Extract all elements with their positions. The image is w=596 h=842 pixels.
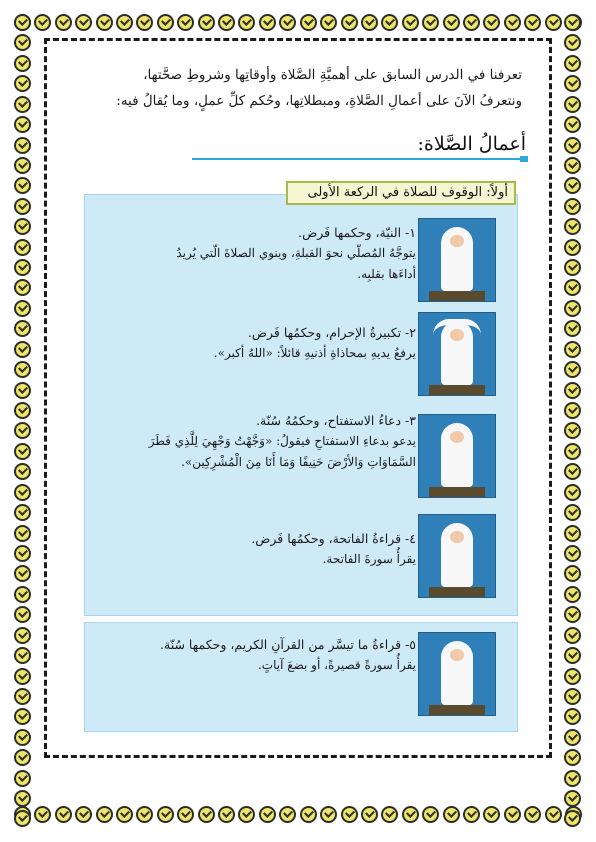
- border-ornament: [75, 14, 92, 31]
- border-ornament: [564, 218, 581, 235]
- border-ornament: [524, 14, 541, 31]
- border-ornament: [177, 806, 194, 823]
- step-line: يتوجَّهُ المُصلّي نحوَ القبلةِ، وينوي الصلاةَ الّتي يُريدُ: [176, 246, 416, 260]
- border-ornament: [14, 463, 31, 480]
- border-ornament: [564, 484, 581, 501]
- border-ornament: [96, 806, 113, 823]
- standing-niyyah-photo: [418, 218, 496, 302]
- border-ornament: [14, 34, 31, 51]
- border-ornament: [34, 806, 51, 823]
- right-border: [564, 14, 586, 828]
- border-ornament: [564, 565, 581, 582]
- left-border: [14, 14, 36, 828]
- takbir-photo: [418, 312, 496, 396]
- border-ornament: [564, 14, 581, 31]
- border-ornament: [564, 361, 581, 378]
- border-ornament: [14, 341, 31, 358]
- border-ornament: [564, 177, 581, 194]
- intro-line: تعرفنا في الدرس السابق على أهميَّةِ الصَّلاة وأوقاتِها وشروطِ صحَّتها،: [143, 67, 522, 83]
- border-ornament: [14, 545, 31, 562]
- heading-underline: [192, 158, 522, 160]
- border-ornament: [483, 14, 500, 31]
- border-ornament: [14, 810, 31, 827]
- border-ornament: [14, 177, 31, 194]
- border-ornament: [14, 320, 31, 337]
- step-title: ١- النيّة، وحكمها فَرض.: [298, 225, 416, 240]
- border-ornament: [564, 157, 581, 174]
- border-ornament: [564, 279, 581, 296]
- bottom-border: [14, 806, 582, 828]
- border-ornament: [279, 806, 296, 823]
- border-ornament: [14, 627, 31, 644]
- border-ornament: [402, 14, 419, 31]
- border-ornament: [564, 668, 581, 685]
- border-ornament: [483, 806, 500, 823]
- border-ornament: [14, 279, 31, 296]
- border-ornament: [116, 14, 133, 31]
- step-title: ٥- قراءةُ ما تيسَّر من القرآنِ الكريم، وحكمها سُنّة.: [160, 637, 416, 652]
- border-ornament: [14, 749, 31, 766]
- intro-paragraph: [82, 62, 522, 114]
- step-4: [126, 528, 416, 570]
- border-ornament: [14, 504, 31, 521]
- border-ornament: [14, 137, 31, 154]
- border-ornament: [157, 806, 174, 823]
- step-title: ٣- دعاءُ الاستفتاح، وحكمُهُ سُنّة.: [256, 413, 416, 428]
- border-ornament: [14, 688, 31, 705]
- step-5: [126, 634, 416, 676]
- border-ornament: [463, 806, 480, 823]
- border-ornament: [564, 770, 581, 787]
- step-line: يقرأُ سورةً قصيرةً، أو بضعَ آياتٍ.: [257, 658, 416, 672]
- border-ornament: [14, 422, 31, 439]
- border-ornament: [463, 14, 480, 31]
- border-ornament: [320, 806, 337, 823]
- border-ornament: [564, 402, 581, 419]
- border-ornament: [55, 14, 72, 31]
- border-ornament: [564, 749, 581, 766]
- border-ornament: [504, 806, 521, 823]
- border-ornament: [320, 14, 337, 31]
- border-ornament: [300, 14, 317, 31]
- border-ornament: [564, 810, 581, 827]
- border-ornament: [545, 14, 562, 31]
- border-ornament: [564, 75, 581, 92]
- step-2: [126, 322, 416, 364]
- step-title: ٤- قراءةُ الفاتحة، وحكمُها فَرض.: [251, 531, 416, 546]
- quran-recitation-photo: [418, 632, 496, 716]
- border-ornament: [381, 806, 398, 823]
- border-ornament: [381, 14, 398, 31]
- border-ornament: [564, 55, 581, 72]
- border-ornament: [564, 443, 581, 460]
- border-ornament: [218, 806, 235, 823]
- border-ornament: [14, 382, 31, 399]
- top-border: [14, 14, 582, 36]
- border-ornament: [14, 218, 31, 235]
- border-ornament: [564, 463, 581, 480]
- border-ornament: [564, 422, 581, 439]
- border-ornament: [564, 688, 581, 705]
- border-ornament: [14, 157, 31, 174]
- step-line: أداءَها بقلبِه.: [357, 267, 416, 281]
- border-ornament: [564, 545, 581, 562]
- border-ornament: [564, 586, 581, 603]
- border-ornament: [564, 239, 581, 256]
- border-ornament: [14, 443, 31, 460]
- border-ornament: [14, 790, 31, 807]
- border-ornament: [14, 770, 31, 787]
- border-ornament: [259, 14, 276, 31]
- border-ornament: [564, 259, 581, 276]
- istiftah-photo: [418, 414, 496, 498]
- border-ornament: [14, 14, 31, 31]
- border-ornament: [564, 729, 581, 746]
- border-ornament: [14, 708, 31, 725]
- border-ornament: [14, 55, 31, 72]
- step-3: [126, 410, 416, 473]
- border-ornament: [564, 300, 581, 317]
- border-ornament: [443, 14, 460, 31]
- border-ornament: [361, 14, 378, 31]
- border-ornament: [564, 116, 581, 133]
- border-ornament: [422, 14, 439, 31]
- border-ornament: [564, 525, 581, 542]
- border-ornament: [14, 586, 31, 603]
- fatiha-photo: [418, 514, 496, 598]
- border-ornament: [14, 647, 31, 664]
- border-ornament: [564, 708, 581, 725]
- border-ornament: [14, 484, 31, 501]
- border-ornament: [564, 382, 581, 399]
- step-line: يرفعُ يديهِ بمحاذاةِ أذنيهِ قائلاً: «اللهُ أكبر».: [213, 346, 416, 360]
- border-ornament: [279, 14, 296, 31]
- border-ornament: [504, 14, 521, 31]
- border-ornament: [341, 806, 358, 823]
- border-ornament: [259, 806, 276, 823]
- border-ornament: [14, 729, 31, 746]
- border-ornament: [198, 14, 215, 31]
- step-1: [126, 222, 416, 285]
- border-ornament: [96, 14, 113, 31]
- step-title: ٢- تكبيرةُ الإحرام، وحكمُها فَرض.: [247, 325, 416, 340]
- border-ornament: [564, 34, 581, 51]
- border-ornament: [564, 606, 581, 623]
- border-ornament: [75, 806, 92, 823]
- border-ornament: [300, 806, 317, 823]
- border-ornament: [116, 806, 133, 823]
- border-ornament: [177, 14, 194, 31]
- border-ornament: [564, 198, 581, 215]
- border-ornament: [238, 806, 255, 823]
- border-ornament: [14, 300, 31, 317]
- border-ornament: [14, 361, 31, 378]
- border-ornament: [564, 627, 581, 644]
- border-ornament: [564, 137, 581, 154]
- heading-marker: [520, 156, 528, 162]
- page-heading: أعمالُ الصَّلاة:: [417, 133, 526, 155]
- border-ornament: [14, 606, 31, 623]
- border-ornament: [55, 806, 72, 823]
- border-ornament: [443, 806, 460, 823]
- border-ornament: [14, 565, 31, 582]
- border-ornament: [14, 198, 31, 215]
- border-ornament: [14, 239, 31, 256]
- border-ornament: [14, 96, 31, 113]
- border-ornament: [136, 14, 153, 31]
- border-ornament: [524, 806, 541, 823]
- border-ornament: [545, 806, 562, 823]
- section-title: أولاً: الوقوف للصلاة في الركعة الأولى: [286, 181, 516, 205]
- border-ornament: [564, 320, 581, 337]
- border-ornament: [564, 341, 581, 358]
- border-ornament: [564, 504, 581, 521]
- border-ornament: [564, 790, 581, 807]
- border-ornament: [14, 259, 31, 276]
- border-ornament: [361, 806, 378, 823]
- step-line: يقرأُ سورةَ الفاتحة.: [322, 552, 416, 566]
- border-ornament: [14, 525, 31, 542]
- intro-line: ونتعرفُ الآنَ على أعمالِ الصَّلاةِ، ومبطلاتِها، وحُكم كلِّ عملٍ، وما يُقالُ فيه:: [116, 93, 522, 109]
- step-line: يدعو بدعاءِ الاستفتاحِ فيقولُ: «وَجَّهْتُ وَجْهِيَ لِلَّذِي فَطَرَ: [148, 434, 416, 448]
- step-line: السَّمَاوَاتِ وَالأرْضَ حَنِيفًا وَمَا أَنَا مِنَ الْمُشْرِكِين».: [181, 455, 416, 469]
- border-ornament: [341, 14, 358, 31]
- border-ornament: [238, 14, 255, 31]
- border-ornament: [564, 96, 581, 113]
- border-ornament: [564, 647, 581, 664]
- border-ornament: [402, 806, 419, 823]
- border-ornament: [14, 402, 31, 419]
- border-ornament: [14, 116, 31, 133]
- border-ornament: [218, 14, 235, 31]
- border-ornament: [157, 14, 174, 31]
- border-ornament: [422, 806, 439, 823]
- border-ornament: [34, 14, 51, 31]
- border-ornament: [14, 668, 31, 685]
- border-ornament: [14, 75, 31, 92]
- border-ornament: [198, 806, 215, 823]
- border-ornament: [136, 806, 153, 823]
